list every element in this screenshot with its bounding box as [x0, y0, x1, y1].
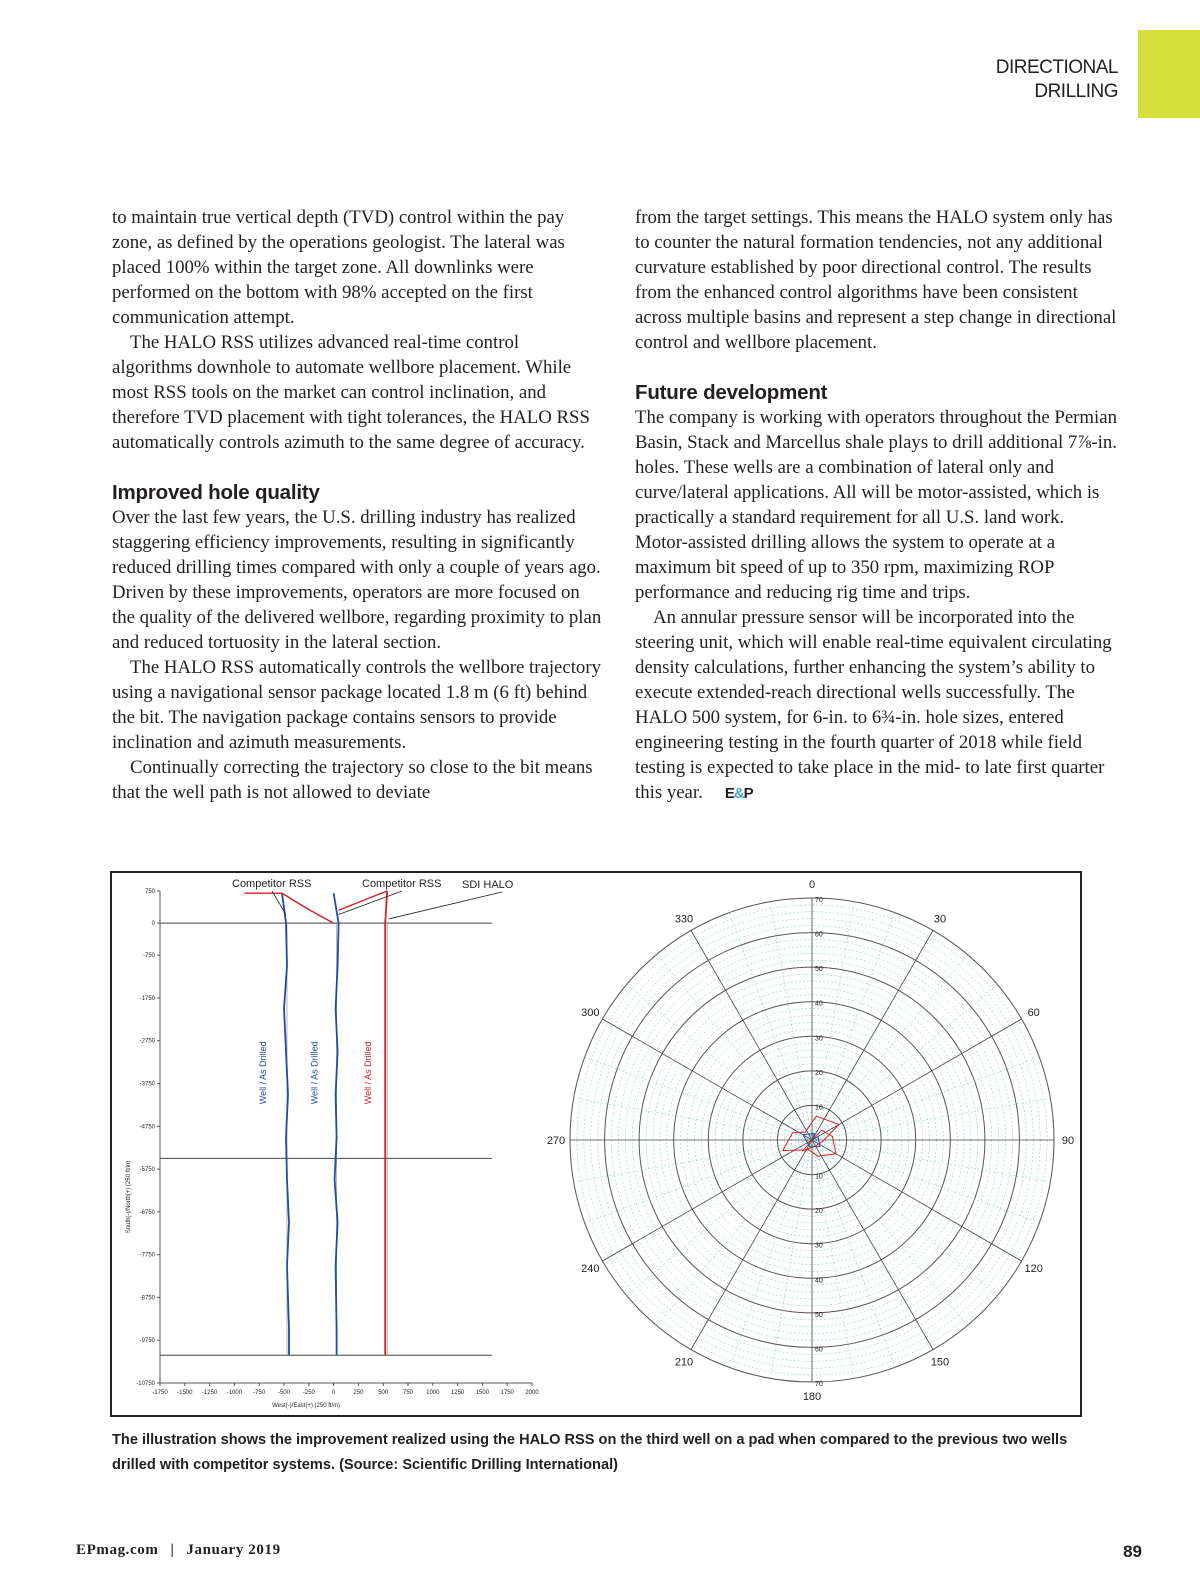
angle-label-0: 0 — [808, 879, 816, 891]
x-tick-label: -1000 — [226, 1390, 243, 1396]
polar-spoke — [812, 1057, 1039, 1140]
x-tick-label: 1750 — [500, 1390, 514, 1396]
footer-site: EPmag.com — [76, 1542, 159, 1558]
x-tick-label: -250 — [302, 1390, 315, 1396]
x-axis-label: West(-)/East(+) (250 ft/in) — [272, 1403, 340, 1409]
left-column — [112, 205, 602, 805]
radial-label-down-40: 40 — [815, 1277, 823, 1285]
series-label-3: Well / As Drilled — [363, 1041, 374, 1105]
x-tick-label: 1250 — [450, 1390, 465, 1396]
radial-label-down-10: 10 — [815, 1173, 823, 1181]
polar-spoke — [812, 1140, 1022, 1261]
polar-spoke — [627, 1140, 812, 1296]
y-tick-label: -5750 — [139, 1167, 155, 1174]
angle-label-60: 60 — [1027, 1007, 1040, 1019]
polar-spoke — [602, 1140, 812, 1261]
footer-date: January 2019 — [186, 1542, 281, 1558]
x-tick-label: 250 — [353, 1390, 364, 1396]
left-paragraph-4: The HALO RSS automatically controls the wellbore trajectory using a navigational sensor package located 1.8 m (6 ft) behind the bit. The navigation package contains sensors to provide inclination and azimuth measurements. — [112, 657, 601, 753]
y-tick-label: 750 — [144, 889, 155, 895]
polar-spoke — [656, 955, 812, 1140]
angle-label-120: 120 — [1024, 1263, 1043, 1275]
figure-svg — [112, 873, 1080, 1415]
polar-spoke — [812, 1019, 1022, 1140]
x-tick-label: 500 — [378, 1390, 389, 1396]
y-tick-label: -4750 — [139, 1124, 155, 1131]
radial-label-up-30: 30 — [815, 1035, 823, 1043]
build-section-2 — [282, 893, 334, 923]
x-tick-label: 1500 — [475, 1390, 490, 1396]
section-tag-line1: DIRECTIONAL — [995, 57, 1118, 78]
polar-spoke — [812, 955, 968, 1140]
radial-label-up-50: 50 — [815, 966, 823, 974]
heading-improved-hole-quality: Improved hole quality — [112, 481, 320, 504]
polar-spoke — [812, 984, 997, 1140]
polar-spoke — [812, 930, 933, 1140]
build-section-3 — [339, 891, 388, 910]
polar-spoke — [812, 1140, 895, 1367]
x-tick-label: -750 — [253, 1390, 266, 1396]
series-line-1 — [282, 893, 289, 1355]
section-tag-line2: DRILLING — [1034, 81, 1118, 102]
annotation-3: SDI HALO — [462, 879, 514, 891]
y-tick-label: -750 — [142, 953, 155, 960]
radial-label-up-40: 40 — [815, 1000, 823, 1008]
polar-spoke — [729, 913, 812, 1140]
polar-spoke — [812, 1140, 997, 1296]
angle-label-270: 270 — [546, 1135, 566, 1147]
radial-label-down-20: 20 — [815, 1208, 823, 1216]
polar-spoke — [812, 1140, 933, 1350]
ep-end-mark-e: E — [724, 785, 734, 802]
y-tick-label: -6750 — [139, 1209, 155, 1216]
polar-series-1 — [783, 1116, 839, 1156]
ep-end-mark-amp: & — [733, 785, 744, 802]
radial-label-up-70: 70 — [815, 897, 823, 904]
ep-end-mark — [707, 781, 753, 806]
radial-label-down-30: 30 — [815, 1242, 823, 1250]
x-tick-label: 0 — [331, 1390, 336, 1396]
annotation-leader-3 — [389, 892, 502, 919]
y-tick-label: -3750 — [139, 1081, 155, 1088]
ep-end-mark-p: P — [743, 785, 753, 802]
polar-spoke — [602, 1019, 812, 1140]
footer-separator: | — [170, 1542, 175, 1558]
angle-label-150: 150 — [930, 1356, 950, 1369]
annotation-2: Competitor RSS — [362, 878, 442, 890]
right-paragraph-2: The company is working with operators throughout the Permian Basin, Stack and Marcellus shale plays to drill additional 7⅞-in. holes. These wells are a combination of lateral only and curve/lateral applications. All will be motor-assisted, which is practically a standard requirement for all U.S. land work. Motor-assisted drilling allows the system to operate at a maximum bit speed of up to 350 rpm, maximizing ROP performance and reducing rig time and trips. — [635, 407, 1117, 603]
polar-spoke — [691, 1140, 812, 1350]
angle-label-180: 180 — [802, 1391, 822, 1403]
radial-label-up-60: 60 — [815, 931, 823, 939]
left-paragraph-2: The HALO RSS utilizes advanced real-time control algorithms downhole to automate wellbore placement. While most RSS tools on the market can control inclination, and therefore TVD placement with tight tolerances, the HALO RSS automatically controls azimuth to the same degree of accuracy. — [112, 332, 590, 453]
polar-spoke — [656, 1140, 812, 1325]
angle-label-210: 210 — [674, 1356, 694, 1369]
right-paragraph-1: from the target settings. This means the HALO system only has to counter the natural formation tendencies, not any additional curvature established by poor directional control. The results from the enhanced control algorithms have been consistent across multiple basins and represent a step change in directional control and wellbore placement. — [635, 207, 1117, 353]
figure-well-trajectory — [110, 871, 1082, 1417]
angle-label-240: 240 — [581, 1263, 600, 1275]
angle-label-300: 300 — [581, 1007, 600, 1019]
y-tick-label: 0 — [151, 921, 155, 928]
left-paragraph-1: to maintain true vertical depth (TVD) control within the pay zone, as defined by the operations geologist. The lateral was placed 100% within the target zone. All downlinks were performed on the bottom with 98% accepted on the first communication attempt. — [112, 207, 565, 328]
polar-spoke — [627, 984, 812, 1140]
y-tick-label: -7750 — [139, 1252, 155, 1259]
page-number: 89 — [1123, 1542, 1142, 1561]
x-tick-label: 1000 — [426, 1390, 440, 1396]
footer-site-date — [76, 1542, 281, 1559]
y-axis-label: South(-)/North(+) (250 ft/in) — [126, 1160, 132, 1234]
radial-label-up-10: 10 — [815, 1104, 823, 1112]
series-line-2 — [334, 893, 339, 1355]
left-paragraph-3: Over the last few years, the U.S. drilling industry has realized staggering efficiency improvements, resulting in significantly reduced drilling times compared with only a couple of years ago. Driven by these improvements, operators are more focused on the quality of the delivered wellbore, regarding proximity to plan and reduced tortuosity in the lateral section. — [112, 507, 602, 653]
polar-spoke — [691, 930, 812, 1140]
annotation-1: Competitor RSS — [232, 878, 312, 890]
y-tick-label: -1750 — [139, 995, 155, 1002]
y-tick-label: -8750 — [139, 1295, 155, 1302]
heading-future-development: Future development — [635, 381, 828, 404]
right-column — [635, 205, 1120, 806]
polar-spoke — [585, 1140, 812, 1223]
annotation-leader-2 — [339, 891, 402, 915]
x-tick-label: 2000 — [525, 1390, 539, 1396]
y-tick-label: -9750 — [139, 1338, 155, 1345]
angle-label-30: 30 — [933, 913, 947, 926]
x-tick-label: -1750 — [152, 1390, 168, 1396]
right-paragraph-3 — [635, 605, 1120, 806]
right-paragraph-3-text: An annular pressure sensor will be incorporated into the steering unit, which will enable real-time equivalent circulating density calculations, further enhancing the system’s ability to execute extended-reach directional wells successfully. The HALO 500 system, for 6-in. to 6¾-in. hole sizes, entered engineering testing in the fourth quarter of 2018 while field testing is expected to take place in the mid- to late first quarter this year. — [635, 607, 1112, 803]
section-color-block — [1138, 30, 1200, 118]
x-tick-label: -1250 — [201, 1390, 218, 1396]
y-tick-label: -10750 — [136, 1381, 155, 1387]
x-tick-label: -500 — [277, 1390, 291, 1396]
radial-label-up-20: 20 — [815, 1069, 823, 1077]
angle-label-90: 90 — [1061, 1135, 1075, 1147]
angle-label-330: 330 — [674, 913, 694, 926]
x-tick-label: -1500 — [177, 1390, 193, 1396]
y-tick-label: -2750 — [139, 1038, 155, 1045]
radial-label-down-50: 50 — [815, 1311, 823, 1319]
series-label-1: Well / As Drilled — [258, 1041, 269, 1105]
figure-caption: The illustration shows the improvement realized using the HALO RSS on the third well on a pad when compared to the previous two wells drilled with competitor systems. (Source: Scientific Drilling International) — [112, 1432, 1068, 1473]
radial-label-down-60: 60 — [815, 1346, 823, 1354]
radial-label-down-70: 70 — [815, 1381, 823, 1388]
section-tag — [996, 56, 1118, 104]
left-paragraph-5: Continually correcting the trajectory so close to the bit means that the well path is not allowed to deviate — [112, 757, 593, 803]
x-tick-label: 750 — [402, 1390, 414, 1396]
polar-spoke — [812, 1140, 968, 1325]
series-label-2: Well / As Drilled — [309, 1041, 320, 1105]
